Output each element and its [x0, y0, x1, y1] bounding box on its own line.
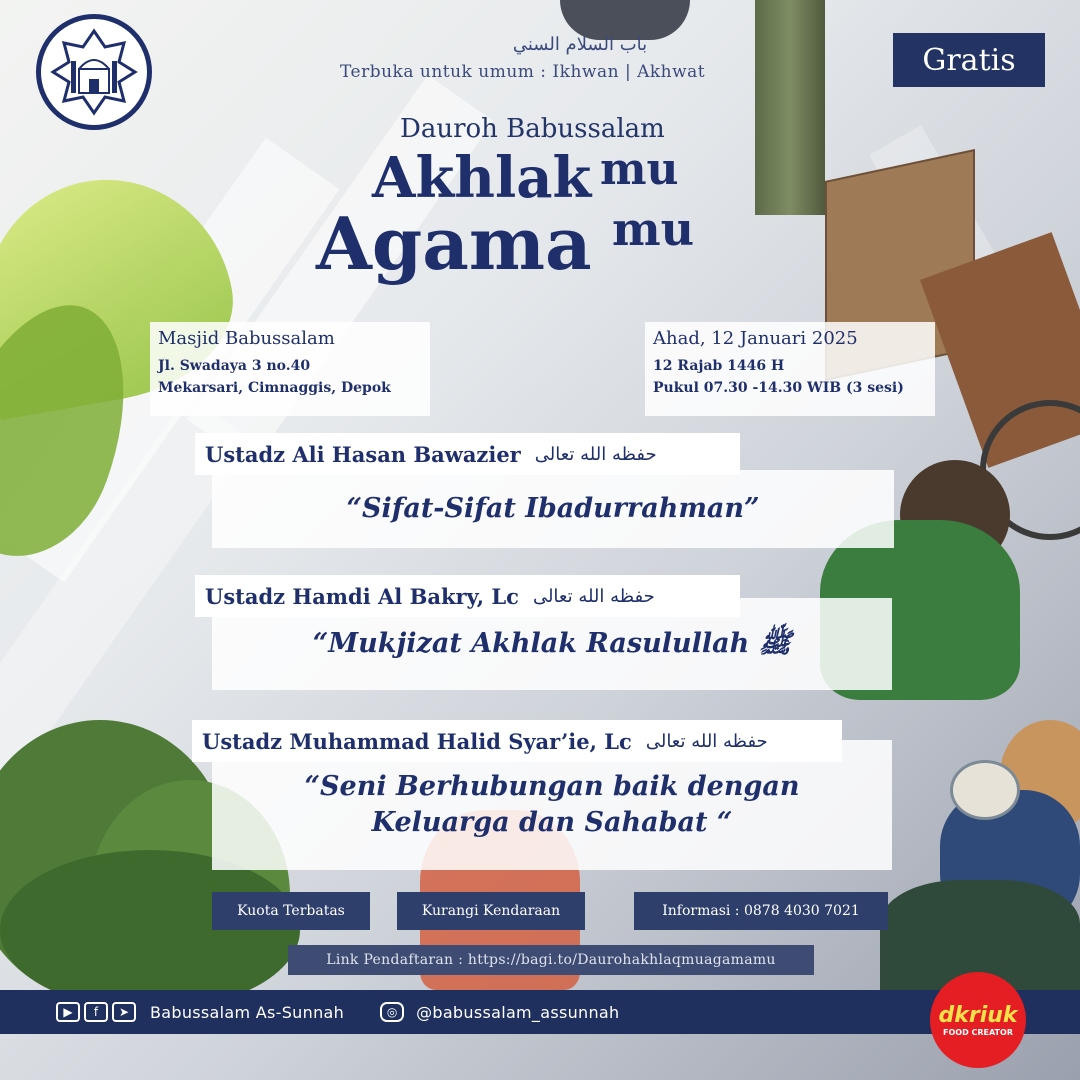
youtube-icon[interactable]: ▶ [56, 1002, 80, 1022]
session-3-topic-line1: “Seni Berhubungan baik dengan [304, 771, 800, 802]
instagram-handle: @babussalam_assunnah [416, 1002, 620, 1022]
telegram-icon[interactable]: ➤ [112, 1002, 136, 1022]
title-line1-suffix: mu [600, 144, 679, 195]
speaker-name: Ustadz Ali Hasan Bawazier [205, 441, 521, 467]
speaker-name: Ustadz Hamdi Al Bakry, Lc [205, 583, 519, 609]
event-date: Ahad, 12 Januari 2025 [653, 328, 858, 349]
venue-street: Jl. Swadaya 3 no.40 [158, 358, 311, 374]
free-badge: Gratis [893, 33, 1045, 87]
registration-link[interactable]: Link Pendaftaran : https://bagi.to/Daurohakhlaqmuagamamu [288, 945, 814, 975]
session-2-speaker [195, 575, 740, 617]
instagram-icon[interactable]: ◎ [380, 1002, 404, 1022]
session-1-speaker [195, 433, 740, 475]
contact-info: Informasi : 0878 4030 7021 [634, 892, 888, 930]
quota-note: Kuota Terbatas [212, 892, 370, 930]
partner-logo-subtext: FOOD CREATOR [943, 1028, 1013, 1037]
partner-logo [930, 972, 1026, 1068]
arabic-org-name: باب السلام السني [512, 34, 648, 55]
session-3-speaker [192, 720, 842, 762]
speaker-name: Ustadz Muhammad Halid Syar’ie, Lc [202, 728, 632, 754]
speaker-honorific: حفظه الله تعالى [645, 730, 768, 752]
session-3-topic-line2: Keluarga dan Sahabat “ [371, 807, 733, 838]
mosque-icon [49, 27, 139, 117]
event-time: Pukul 07.30 -14.30 WIB (3 sesi) [653, 380, 904, 396]
session-1-topic-text: “Sifat-Sifat Ibadurrahman” [346, 493, 760, 524]
venue-box [150, 322, 430, 416]
session-2-topic-text: “Mukjizat Akhlak Rasulullah ﷺ [312, 628, 792, 659]
title-line2-suffix: mu [612, 202, 695, 256]
audience-text: Terbuka untuk umum : Ikhwan | Akhwat [340, 62, 706, 82]
partner-logo-text: dkriuk [938, 1003, 1018, 1028]
session-1-topic [212, 470, 894, 548]
venue-name: Masjid Babussalam [158, 328, 335, 349]
speaker-honorific: حفظه الله تعالى [534, 443, 657, 465]
vehicle-note: Kurangi Kendaraan [397, 892, 585, 930]
schedule-box [645, 322, 935, 416]
event-name: Dauroh Babussalam [400, 114, 665, 144]
title-line2: Agama [316, 201, 592, 286]
title-line1: Akhlak [372, 145, 592, 211]
mosque-logo [36, 14, 152, 130]
footer-bar [0, 990, 1080, 1034]
channel-name: Babussalam As-Sunnah [150, 1002, 345, 1022]
venue-area: Mekarsari, Cimnaggis, Depok [158, 380, 391, 396]
speaker-honorific: حفظه الله تعالى [532, 585, 655, 607]
facebook-icon[interactable]: f [84, 1002, 108, 1022]
event-hijri-date: 12 Rajab 1446 H [653, 358, 785, 374]
